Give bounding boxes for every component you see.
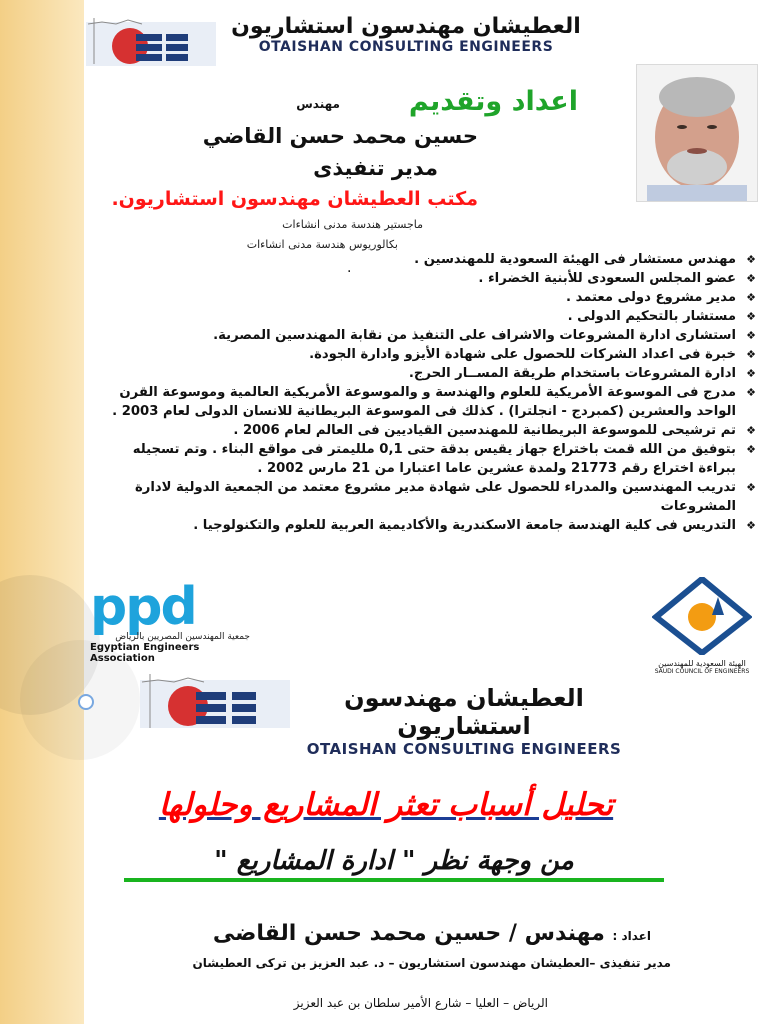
list-item: ❖ تدريب المهندسين والمدراء للحصول على شهادة مدير مشروع معتمد من الجمعية الدولية لادارة المشروعات: [108, 478, 756, 516]
sub-title: من وجهة نظر " ادارة المشاريع ": [124, 846, 664, 882]
list-item: ❖ مدير مشروع دولى معتمد .: [108, 288, 756, 307]
footer-address: الرياض – العليا – شارع الأمير سلطان بن عبد العزيز: [293, 996, 548, 1010]
footer-prep-label: اعداد :: [612, 929, 651, 943]
ppd-logo-arabic: جمعية المهندسين المصريين بالرياض: [115, 632, 250, 642]
decorative-dot: [78, 694, 94, 710]
top-logo-english: OTAISHAN CONSULTING ENGINEERS: [258, 39, 554, 55]
presenter-name: حسين محمد حسن القاضي: [202, 124, 478, 148]
list-item: ❖ ادارة المشروعات باستخدام طريقة المســار الحرج.: [108, 364, 756, 383]
stray-dot: .: [347, 260, 352, 276]
bottom-logo-english: OTAISHAN CONSULTING ENGINEERS: [306, 740, 622, 758]
list-item: ❖ خبرة فى اعداد الشركات للحصول على شهادة الأيزو وادارة الجودة.: [108, 345, 756, 364]
degree-masters: ماجستير هندسة مدنى انشاءات: [282, 218, 423, 231]
saudi-council-logo: [652, 577, 752, 689]
footer-preparer: [91, 921, 651, 946]
presenter-role: مدير تنفيذى: [313, 156, 438, 180]
degree-bachelor: بكالوريوس هندسة مدنى انشاءات: [246, 238, 398, 251]
list-item: ❖ التدريس فى كلية الهندسة جامعة الاسكندرية والأكاديمية العربية للعلوم والتكنولوجيا .: [108, 516, 756, 535]
top-logo: [226, 14, 586, 72]
left-decorative-strip: [0, 0, 84, 1024]
ppd-logo-mark: ppd: [90, 577, 196, 637]
saudi-council-arabic: الهيئة السعودية للمهندسين: [658, 659, 746, 668]
footer-position: مدير تنفيذى –العطيشان مهندسون استشاريون – د. عبد العزيز بن تركى العطيشان: [192, 956, 671, 970]
list-item: ❖ عضو المجلس السعودى للأبنية الخضراء .: [108, 269, 756, 288]
ppd-logo-english: Egyptian Engineers Association: [90, 642, 200, 664]
list-item: ❖ مستشار بالتحكيم الدولى .: [108, 307, 756, 326]
top-logo-arabic: العطيشان مهندسون استشاريون: [231, 14, 581, 39]
list-item: ❖ بتوفيق من الله قمت باختراع جهاز يقيس بدقة حتى 0,1 ملليمتر فى مواقع البناء . وتم تسجيله ببراءة اختراع رقم 21773 ولمدة عشرين عاما اعتبارا من 21 مارس 2002 .: [108, 440, 756, 478]
prepared-by-heading: اعداد وتقديم: [408, 86, 578, 117]
eng-prefix: مهندس: [296, 97, 340, 111]
top-logo-emblem: [86, 12, 216, 72]
list-item: ❖ تم ترشيحى للموسوعة البريطانية للمهندسين القياديين فى العالم لعام 2006 .: [108, 421, 756, 440]
bottom-logo: [292, 684, 636, 758]
bottom-logo-arabic: العطيشان مهندسون استشاريون: [344, 684, 584, 740]
saudi-council-english: SAUDI COUNCIL OF ENGINEERS: [654, 668, 750, 675]
list-item: ❖ مدرج فى الموسوعة الأمريكية للعلوم والهندسة و والموسوعة الأمريكية العالمية وموسوعة القرن الواحد والعشرين (كمبردج - انجلترا) . كذلك فى الموسوعة البريطانية للانسان الدولى لعام 2003 .: [108, 383, 756, 421]
profile-photo: [636, 64, 758, 202]
office-name: مكتب العطيشان مهندسون استشاريون.: [111, 188, 478, 210]
footer-prep-name: مهندس / حسين محمد حسن القاضى: [212, 921, 605, 946]
main-title: تحليل أسباب تعثر المشاريع وحلولها: [158, 787, 614, 823]
saudi-council-emblem: [652, 577, 752, 655]
list-item: ❖ استشارى ادارة المشروعات والاشراف على التنفيذ من نقابة المهندسين المصرية.: [108, 326, 756, 345]
list-item: ❖ مهندس مستشار فى الهيئة السعودية للمهندسين .: [108, 250, 756, 269]
bottom-logo-emblem: [140, 668, 290, 734]
ppd-logo: [90, 577, 250, 674]
qualifications-list: [108, 250, 756, 535]
